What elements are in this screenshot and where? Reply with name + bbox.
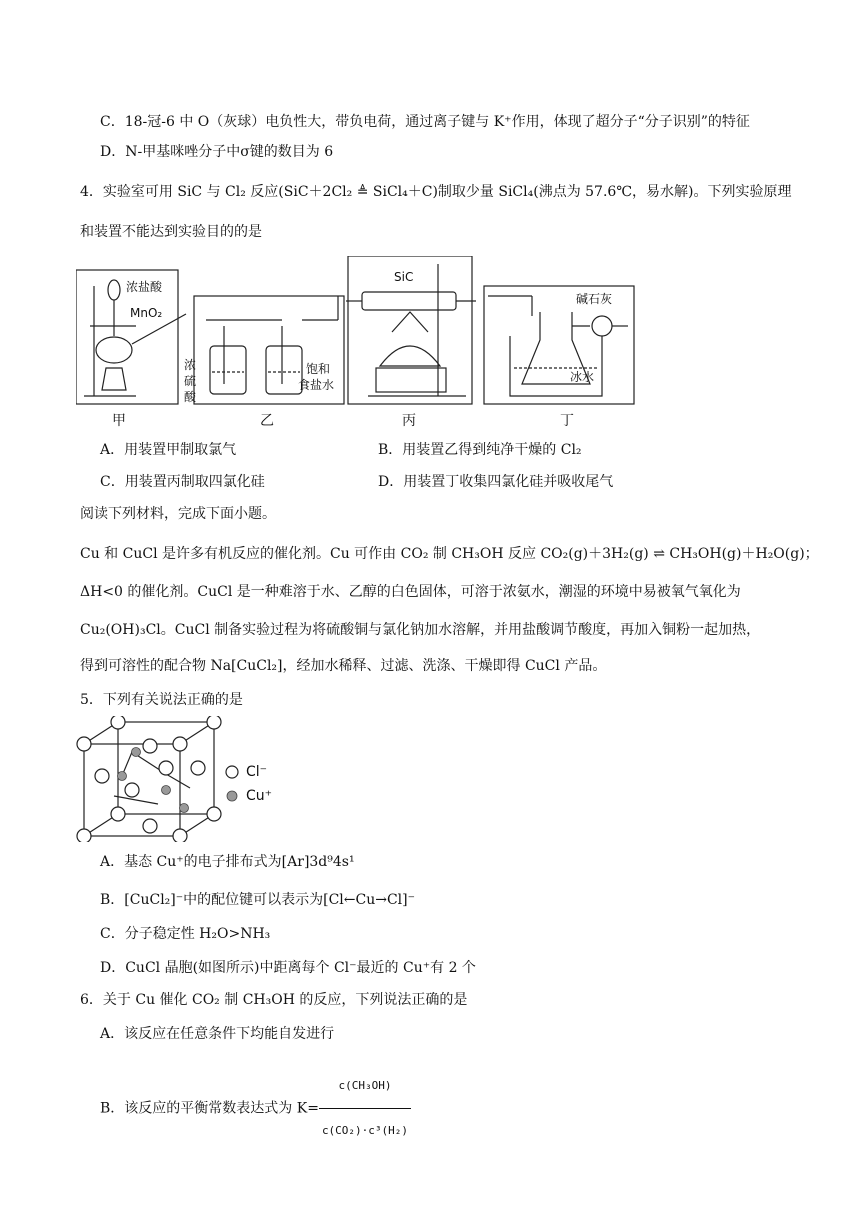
fraction-denominator: c(CO₂)·c³(H₂) <box>321 1124 409 1137</box>
q6-option-a: A．该反应在任意条件下均能自发进行 <box>100 1026 335 1042</box>
material-para-1: Cu 和 CuCl 是许多有机反应的催化剂。Cu 可作由 CO₂ 制 CH₃OH 反应 CO₂(g)＋3H₂(g) ⇌ CH₃OH(g)＋H₂O(g)； <box>80 546 819 562</box>
material-para-2: ΔH<0 的催化剂。CuCl 是一种难溶于水、乙醇的白色固体，可溶于浓氨水，潮湿的环境中易被氧气氧化为 <box>80 584 741 600</box>
q5-option-a: A．基态 Cu⁺的电子排布式为[Ar]3d⁹4s¹ <box>100 854 355 870</box>
equilibrium-constant-fraction <box>319 1064 411 1153</box>
q4-stem-line2: 和装置不能达到实验目的的是 <box>80 224 262 240</box>
q4-option-c: C．用装置丙制取四氯化硅 <box>100 474 265 490</box>
caption-yi: 乙 <box>260 413 274 429</box>
material-intro: 阅读下列材料，完成下面小题。 <box>80 506 276 522</box>
q6-option-b-prefix: B．该反应的平衡常数表达式为 K= <box>100 1100 319 1117</box>
label-ice-water: 冰水 <box>570 370 595 384</box>
label-conc-h2so4-3: 酸 <box>184 390 197 404</box>
q6-option-b <box>100 1064 411 1153</box>
legend-cu-ion: Cu⁺ <box>246 788 273 804</box>
label-soda-lime: 碱石灰 <box>576 292 613 306</box>
legend-cl-ion: Cl⁻ <box>246 764 268 780</box>
material-para-3: Cu₂(OH)₃Cl。CuCl 制备实验过程为将硫酸铜与氯化钠加水溶解，并用盐酸调节酸度，再加入铜粉一起加热， <box>80 622 761 638</box>
label-conc-h2so4-1: 浓 <box>184 358 197 372</box>
label-brine-1: 饱和 <box>306 362 331 376</box>
label-mno2: MnO₂ <box>130 306 163 320</box>
q4-option-a: A．用装置甲制取氯气 <box>100 442 237 458</box>
q5-stem: 5．下列有关说法正确的是 <box>80 692 243 708</box>
material-para-4: 得到可溶性的配合物 Na[CuCl₂]，经加水稀释、过滤、洗涤、干燥即得 CuCl 产品。 <box>80 658 607 674</box>
label-conc-hcl: 浓盐酸 <box>126 280 163 294</box>
q5-option-c: C．分子稳定性 H₂O>NH₃ <box>100 926 271 942</box>
caption-bing: 丙 <box>402 413 416 429</box>
caption-ding: 丁 <box>560 413 574 429</box>
q3-option-d: D．N-甲基咪唑分子中σ键的数目为 6 <box>100 144 334 160</box>
label-sic: SiC <box>394 270 414 284</box>
caption-jia: 甲 <box>112 413 126 429</box>
q5-option-d: D．CuCl 晶胞(如图所示)中距离每个 Cl⁻最近的 Cu⁺有 2 个 <box>100 960 476 976</box>
label-brine-2: 食盐水 <box>298 378 335 392</box>
q3-option-c: C．18-冠-6 中 O（灰球）电负性大，带负电荷，通过离子键与 K⁺作用，体现了超分子“分子识别”的特征 <box>100 114 750 130</box>
fraction-numerator: c(CH₃OH) <box>319 1064 411 1109</box>
q4-apparatus-figure <box>76 256 636 432</box>
q4-option-b: B．用装置乙得到纯净干燥的 Cl₂ <box>378 442 582 458</box>
q4-stem-line1: 4．实验室可用 SiC 与 Cl₂ 反应(SiC＋2Cl₂ ≜ SiCl₄＋C)制取少量 SiCl₄(沸点为 57.6℃，易水解)。下列实验原理 <box>80 184 792 200</box>
q6-stem: 6．关于 Cu 催化 CO₂ 制 CH₃OH 的反应，下列说法正确的是 <box>80 992 468 1008</box>
cucl-unit-cell-figure <box>74 716 294 842</box>
q4-option-d: D．用装置丁收集四氯化硅并吸收尾气 <box>378 474 614 490</box>
label-conc-h2so4-2: 硫 <box>184 374 197 388</box>
q5-option-b: B．[CuCl₂]⁻中的配位键可以表示为[Cl←Cu→Cl]⁻ <box>100 892 416 908</box>
